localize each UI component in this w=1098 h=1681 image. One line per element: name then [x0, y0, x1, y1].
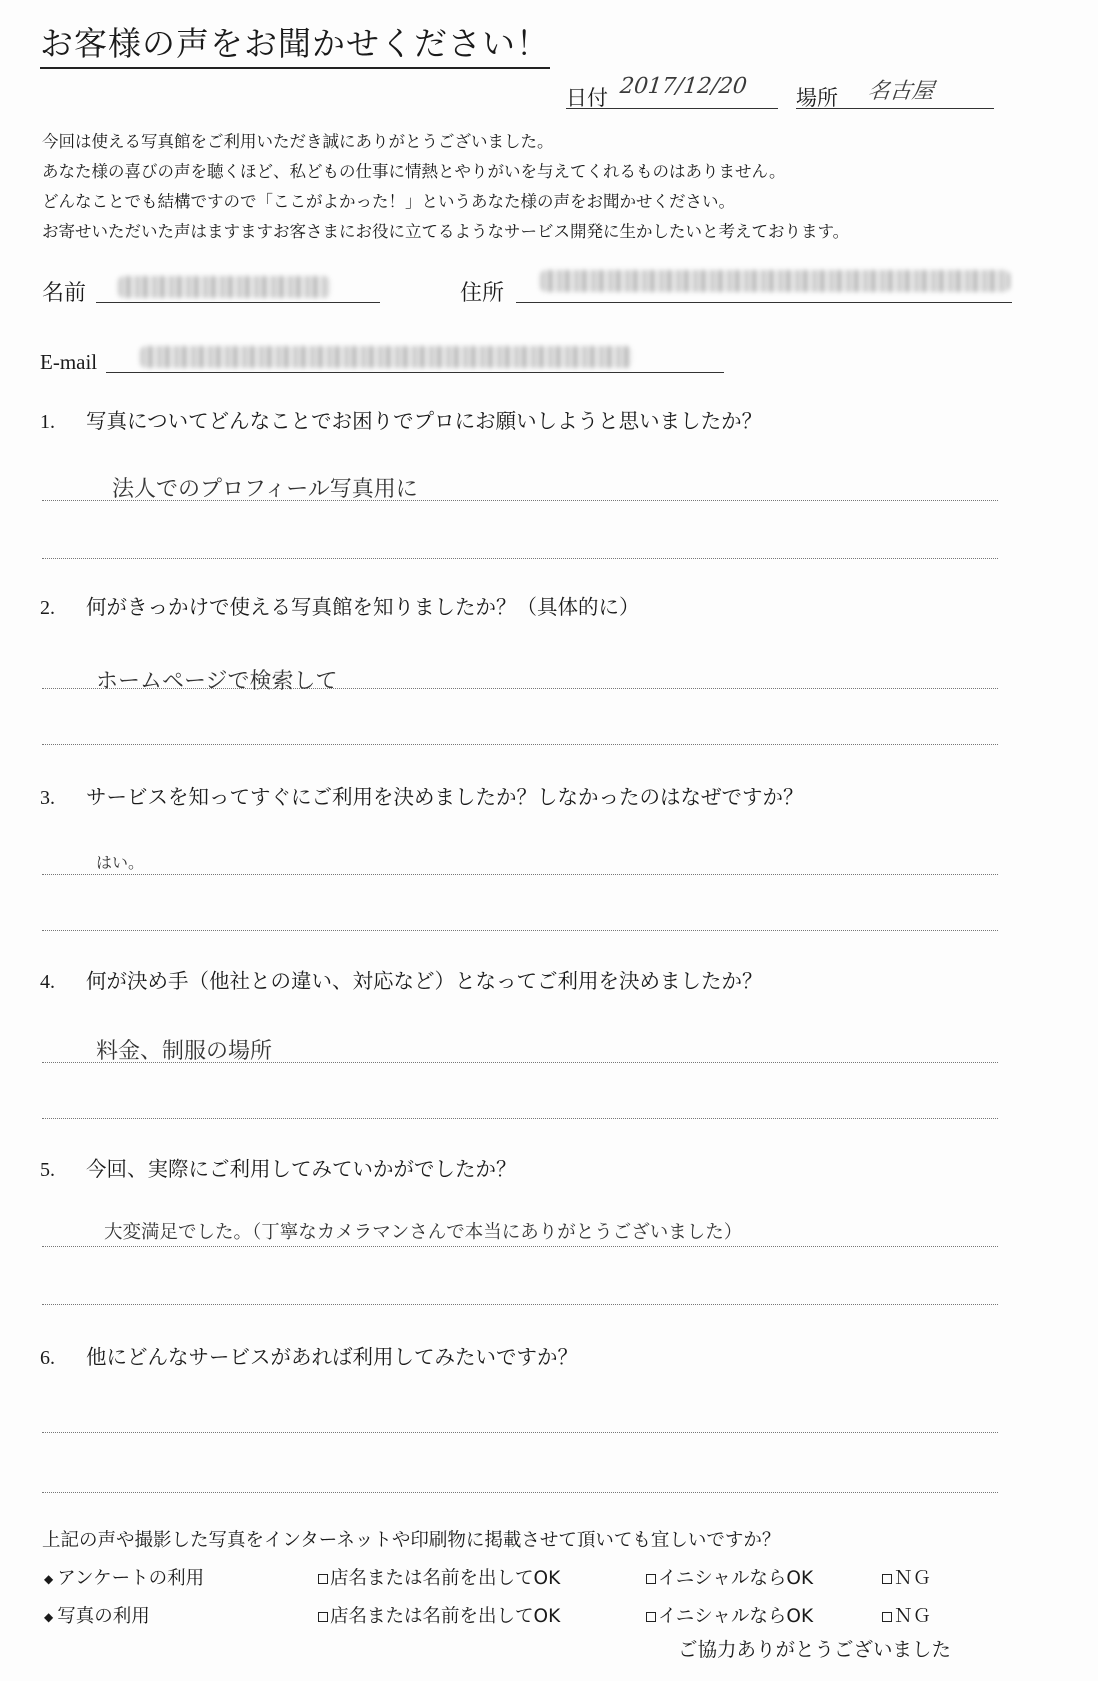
answer-line	[42, 744, 998, 745]
answer-line	[42, 1432, 998, 1433]
diamond-bullet-icon: ◆	[44, 1610, 54, 1624]
answer-line	[42, 874, 998, 875]
consent-photo-option-ng[interactable]: ＮＧ	[882, 1602, 931, 1628]
place-value: 名古屋	[866, 79, 936, 104]
place-label: 場所	[796, 86, 838, 110]
intro-line-1: 今回は使える写真館をご利用いただき誠にありがとうございました。	[42, 132, 554, 151]
intro-line-3: どんなことでも結構ですので「ここがよかった！」というあなた様の声をお聞かせください。	[42, 192, 735, 211]
consent-survey-option-name-ok[interactable]: 店名または名前を出してOK	[318, 1564, 560, 1590]
intro-line-2: あなた様の喜びの声を聴くほど、私どもの仕事に情熱とやりがいを与えてくれるものはありません。	[42, 162, 786, 181]
email-redacted	[140, 346, 632, 368]
consent-photo-option-initial-ok[interactable]: イニシャルならOK	[646, 1602, 813, 1628]
answer-line	[42, 558, 998, 559]
consent-row-survey-label: ◆ アンケートの利用	[44, 1568, 205, 1589]
answer-line	[42, 500, 998, 501]
answer-1: 法人でのプロフィール写真用に	[112, 477, 418, 502]
consent-row-photo-label: ◆ 写真の利用	[44, 1606, 150, 1627]
answer-5: 大変満足でした。（丁寧なカメラマンさんで本当にありがとうございました）	[104, 1222, 743, 1243]
answer-line	[42, 1118, 998, 1119]
question-6: 6. 他にどんなサービスがあれば利用してみたいですか？	[40, 1345, 578, 1369]
address-field-line	[516, 302, 1012, 303]
email-field-line	[106, 372, 724, 373]
date-underline	[566, 108, 778, 109]
diamond-bullet-icon: ◆	[44, 1572, 54, 1586]
name-field-line	[96, 302, 380, 303]
consent-survey-option-ng[interactable]: ＮＧ	[882, 1564, 931, 1590]
answer-line	[42, 930, 998, 931]
answer-line	[42, 1304, 998, 1305]
question-3: 3. サービスを知ってすぐにご利用を決めましたか？しなかったのはなぜですか？	[40, 785, 804, 809]
answer-4: 料金、制服の場所	[96, 1039, 273, 1064]
date-label: 日付	[566, 86, 608, 110]
question-4: 4. 何が決め手（他社との違い、対応など）となってご利用を決めましたか？	[40, 969, 763, 993]
answer-line	[42, 1246, 998, 1247]
answer-3: はい。	[96, 853, 145, 872]
thanks-message: ご協力ありがとうございました	[678, 1638, 952, 1661]
answer-line	[42, 1062, 998, 1063]
name-label: 名前	[42, 281, 87, 306]
intro-line-4: お寄せいただいた声はますますお客さまにお役に立てるようなサービス開発に生かしたいと考えております。	[42, 222, 850, 241]
checkbox-icon[interactable]	[646, 1612, 656, 1622]
question-5: 5. 今回、実際にご利用してみていかがでしたか？	[40, 1157, 517, 1181]
checkbox-icon[interactable]	[882, 1612, 892, 1622]
answer-line	[42, 1492, 998, 1493]
checkbox-icon[interactable]	[646, 1574, 656, 1584]
consent-question: 上記の声や撮影した写真をインターネットや印刷物に掲載させて頂いても宜しいですか？	[42, 1530, 781, 1551]
question-1: 1. 写真についてどんなことでお困りでプロにお願いしようと思いましたか？	[40, 409, 763, 433]
consent-survey-option-initial-ok[interactable]: イニシャルならOK	[646, 1564, 813, 1590]
answer-2: ホームページで検索して	[96, 669, 338, 694]
name-redacted	[118, 276, 330, 298]
address-label: 住所	[460, 281, 505, 306]
place-underline	[796, 108, 994, 109]
date-value: 2017/12/20	[618, 74, 749, 99]
answer-line	[42, 688, 998, 689]
question-2: 2. 何がきっかけで使える写真館を知りましたか？（具体的に）	[40, 595, 640, 619]
address-redacted	[540, 270, 1010, 292]
form-title: お客様の声をお聞かせください！	[40, 18, 550, 69]
checkbox-icon[interactable]	[318, 1574, 328, 1584]
consent-photo-option-name-ok[interactable]: 店名または名前を出してOK	[318, 1602, 560, 1628]
checkbox-icon[interactable]	[318, 1612, 328, 1622]
email-label: E-mail	[40, 350, 98, 374]
checkbox-icon[interactable]	[882, 1574, 892, 1584]
